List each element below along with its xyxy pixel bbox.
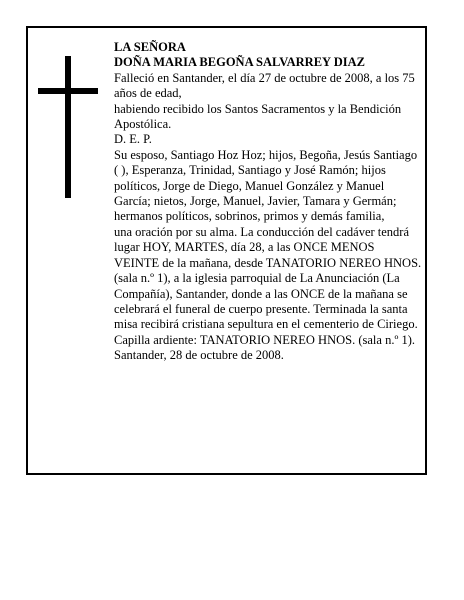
cross-vertical-bar xyxy=(65,56,71,198)
notice-text xyxy=(114,40,422,364)
deceased-name: DOÑA MARIA BEGOÑA SALVARREY DIAZ xyxy=(114,55,365,70)
place-date: Santander, 28 de octubre de 2008. xyxy=(114,348,284,363)
death-info: Falleció en Santander, el día 27 de octubre de 2008, a los 75 años de edad, xyxy=(114,70,415,101)
family-list: Su esposo, Santiago Hoz Hoz; hijos, Begoña, Jesús Santiago ( ), Esperanza, Trinidad, Santiago y José Ramón; hijos políticos, Jorge de Diego, Manuel González y Manuel García; nietos, Jorge, Manuel, Javier, Tamara y Germán; hermanos políticos, sobrinos, primos y demás familia, xyxy=(114,147,418,224)
cross-horizontal-bar xyxy=(38,88,98,94)
notice-heading: LA SEÑORA xyxy=(114,40,186,54)
ceremony-details: una oración por su alma. La conducción del cadáver tendrá lugar HOY, MARTES, día 28, a las ONCE MENOS VEINTE de la mañana, desde TANATORIO NEREO HNOS. (sala n.º 1), a la iglesia parroquial de La Anunciación (La Compañía), Santander, donde a las ONCE de la mañana se celebrará el funeral de cuerpo presente. Terminada la santa misa recibirá cristiana sepultura en el cementerio de Ciriego. Capilla ardiente: TANATORIO NEREO HNOS. (sala n.º 1). xyxy=(114,224,422,347)
obituary-notice xyxy=(26,26,427,475)
sacraments-text: habiendo recibido los Santos Sacramentos y la Bendición Apostólica. xyxy=(114,101,402,132)
cross-icon xyxy=(38,56,98,198)
dep-text: D. E. P. xyxy=(114,132,152,147)
